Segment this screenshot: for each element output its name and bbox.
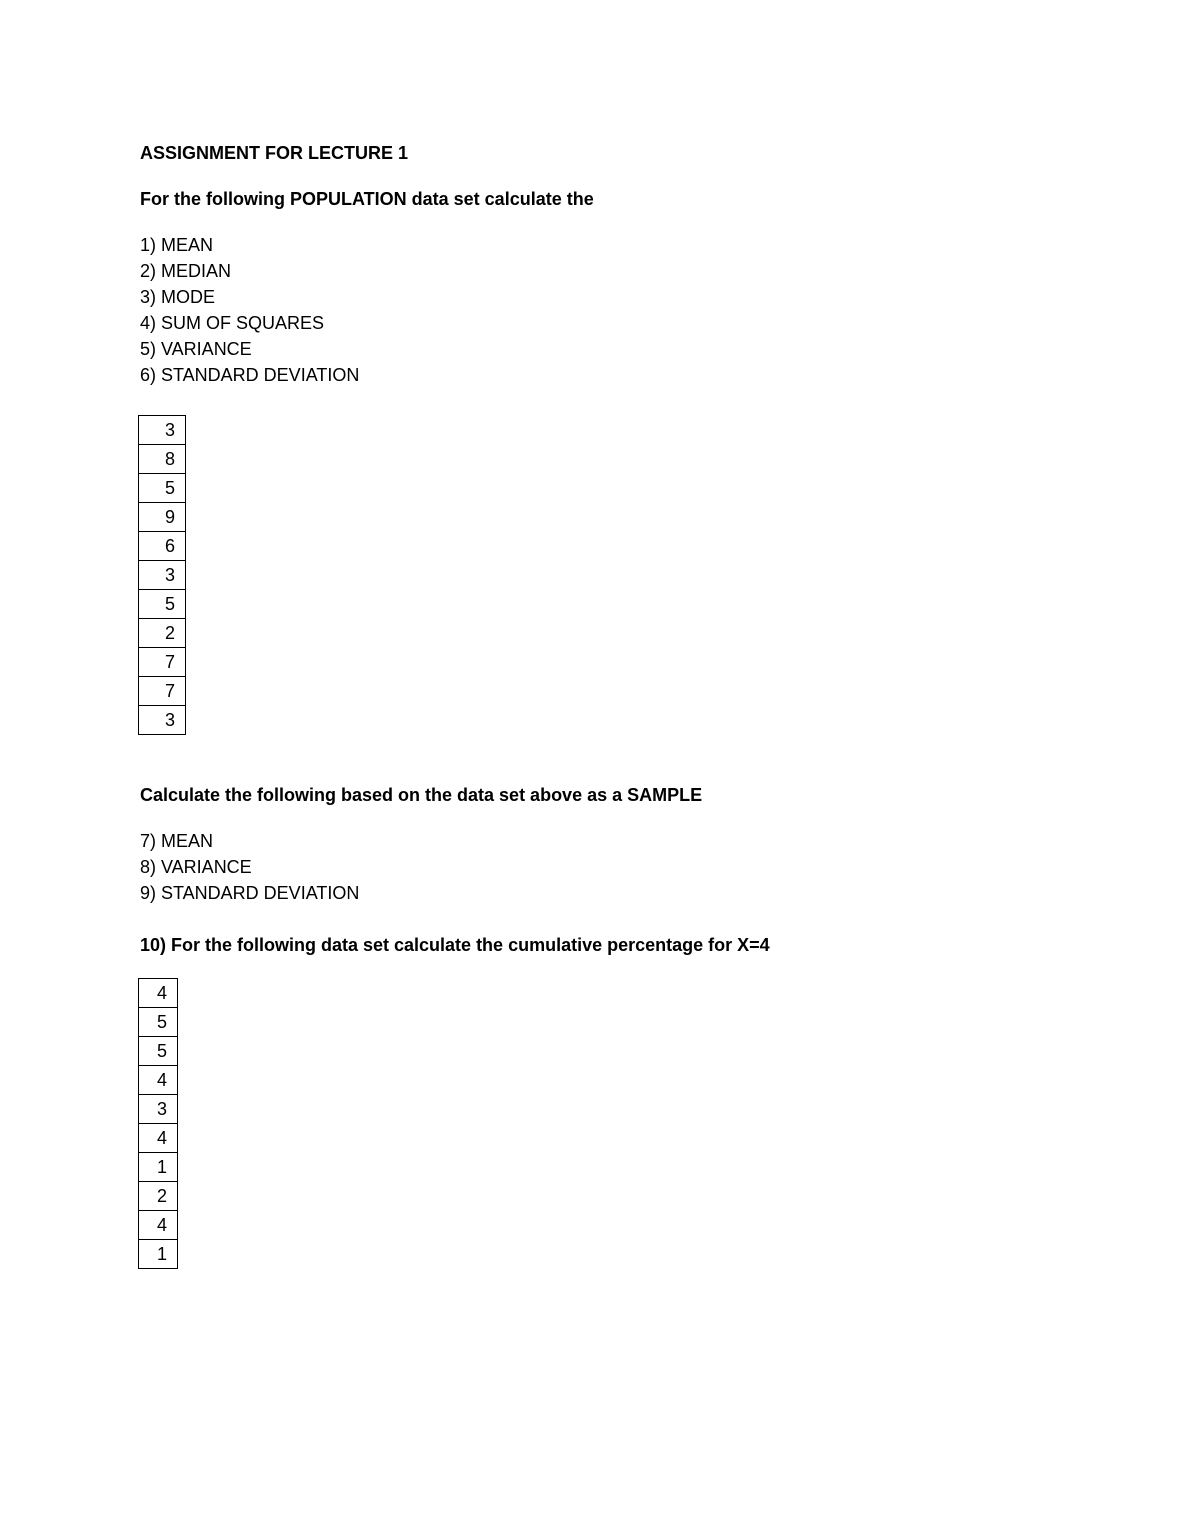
population-heading: For the following POPULATION data set calculate the: [140, 189, 594, 209]
data-cell: 3: [139, 706, 186, 735]
data-cell: 6: [139, 532, 186, 561]
table-row: [139, 561, 186, 590]
list-item: 4) SUM OF SQUARES: [140, 313, 325, 333]
data-cell: 2: [139, 619, 186, 648]
list-item: 5) VARIANCE: [140, 339, 252, 359]
data-cell: 4: [139, 1211, 178, 1240]
sample-question-list: [140, 828, 359, 906]
data-cell: 4: [139, 979, 178, 1008]
list-item: 7) MEAN: [140, 831, 214, 851]
data-cell: 2: [139, 1182, 178, 1211]
population-data-table: [138, 415, 186, 735]
list-item: 9) STANDARD DEVIATION: [140, 883, 360, 903]
assignment-title: ASSIGNMENT FOR LECTURE 1: [140, 143, 409, 163]
table-row: [139, 590, 186, 619]
table-row: [139, 1240, 178, 1269]
table-row: [139, 1182, 178, 1211]
table-row: [139, 1037, 178, 1066]
list-item: 3) MODE: [140, 287, 216, 307]
cumulative-heading: 10) For the following data set calculate the cumulative percentage for X=4: [140, 935, 770, 955]
table-row: [139, 445, 186, 474]
population-question-list: [140, 232, 359, 388]
list-item: 2) MEDIAN: [140, 261, 232, 281]
table-row: [139, 648, 186, 677]
cumulative-data-table: [138, 978, 178, 1269]
data-cell: 3: [139, 561, 186, 590]
data-cell: 3: [139, 1095, 178, 1124]
data-cell: 5: [139, 1008, 178, 1037]
data-cell: 4: [139, 1066, 178, 1095]
data-cell: 5: [139, 1037, 178, 1066]
table-row: [139, 503, 186, 532]
data-cell: 1: [139, 1240, 178, 1269]
table-row: [139, 677, 186, 706]
data-cell: 8: [139, 445, 186, 474]
sample-heading: Calculate the following based on the data set above as a SAMPLE: [140, 785, 703, 805]
list-item: 6) STANDARD DEVIATION: [140, 365, 360, 385]
table-row: [139, 619, 186, 648]
data-cell: 4: [139, 1124, 178, 1153]
table-row: [139, 1211, 178, 1240]
table-row: [139, 979, 178, 1008]
table-row: [139, 1095, 178, 1124]
data-cell: 5: [139, 474, 186, 503]
table-row: [139, 706, 186, 735]
data-cell: 5: [139, 590, 186, 619]
data-cell: 3: [139, 416, 186, 445]
data-cell: 1: [139, 1153, 178, 1182]
list-item: 1) MEAN: [140, 235, 214, 255]
table-row: [139, 1124, 178, 1153]
table-row: [139, 1066, 178, 1095]
table-row: [139, 532, 186, 561]
table-row: [139, 416, 186, 445]
list-item: 8) VARIANCE: [140, 857, 252, 877]
data-cell: 7: [139, 677, 186, 706]
table-row: [139, 1153, 178, 1182]
table-row: [139, 474, 186, 503]
table-row: [139, 1008, 178, 1037]
data-cell: 7: [139, 648, 186, 677]
data-cell: 9: [139, 503, 186, 532]
